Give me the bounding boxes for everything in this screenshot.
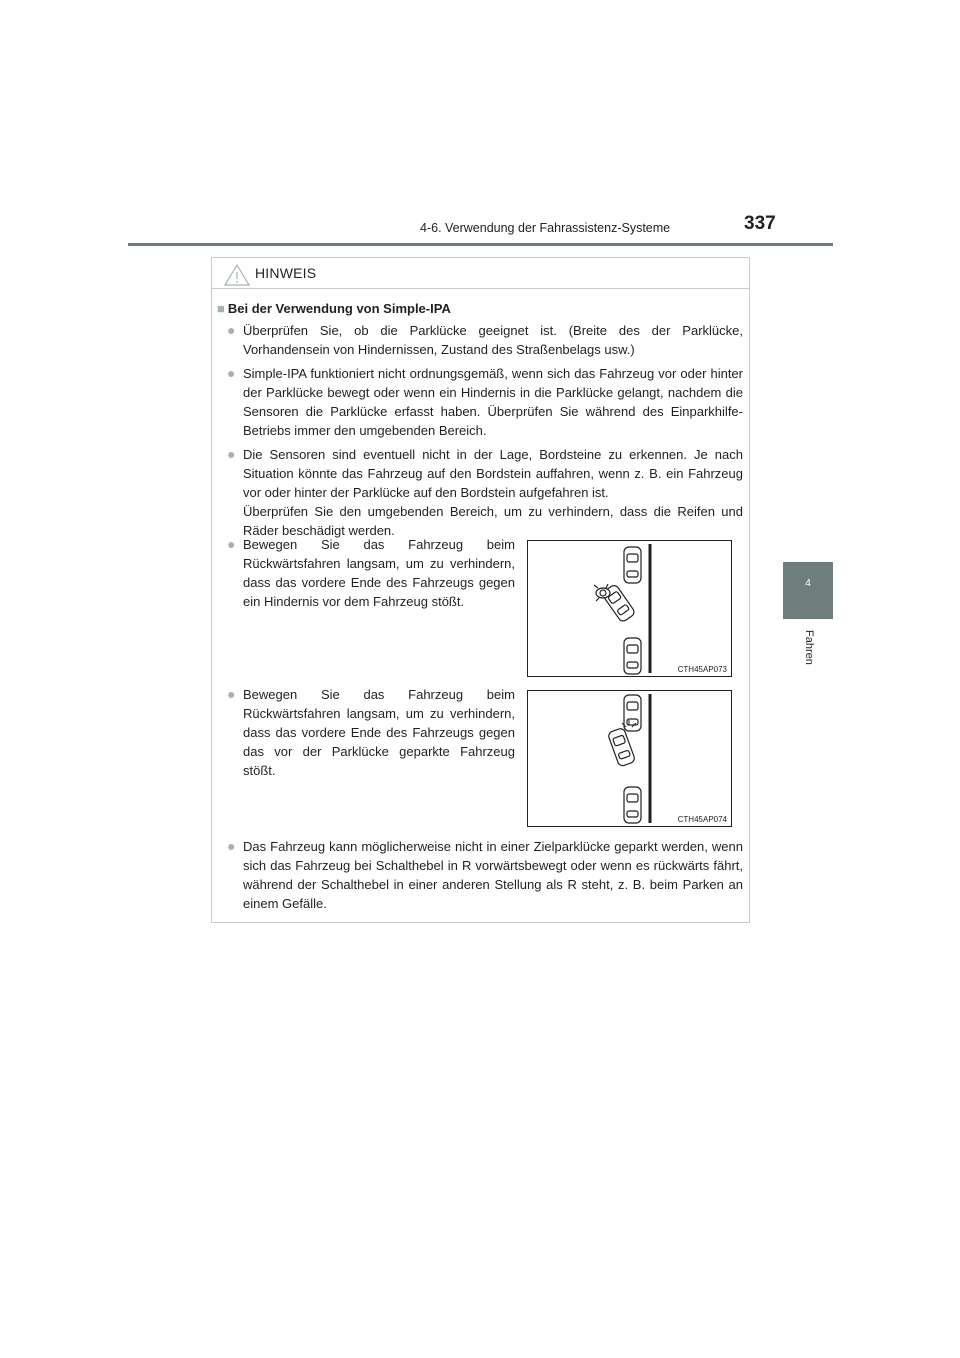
parked-car-front — [624, 547, 641, 583]
page-number: 337 — [744, 213, 776, 234]
bullet-icon: ● — [227, 686, 236, 702]
chapter-tab-label — [784, 628, 834, 678]
bullet-icon: ● — [227, 838, 236, 854]
figure-code: CTH45AP074 — [677, 815, 727, 824]
list-item-text-continued: Überprüfen Sie den umgebenden Bereich, um zu verhindern, dass die Reifen und Räder beschädigt werden. — [243, 504, 743, 538]
parked-car-front — [624, 695, 641, 731]
list-item-text: Simple-IPA funktioniert nicht ordnungsgemäß, wenn sich das Fahrzeug vor oder hinter der Parklücke bewegt oder wenn ein Hindernis in die Parklücke gelangt, nachdem die Sensoren die Parklücke erfasst haben. Überprüfen Sie während des Einparkhilfe-Betriebs immer den umgebenden Bereich. — [243, 366, 743, 438]
parking-diagram-parked-car — [528, 691, 731, 826]
list-item — [227, 321, 743, 359]
parking-diagram-obstacle — [528, 541, 731, 676]
bullet-icon: ● — [227, 322, 236, 338]
list-item-text: Überprüfen Sie, ob die Parklücke geeignet ist. (Breite des der Parklücke, Vorhandensein von Hindernissen, Zustand des Straßenbelags usw.) — [243, 323, 743, 357]
section-heading-text: Bei der Verwendung von Simple-IPA — [227, 301, 451, 316]
parked-car-rear — [624, 638, 641, 674]
bullet-icon: ● — [227, 365, 236, 381]
list-item — [227, 364, 743, 440]
bullet-icon: ● — [227, 536, 236, 552]
chapter-tab-number: 4 — [805, 578, 811, 589]
figure-code: CTH45AP073 — [677, 665, 727, 674]
section-heading — [217, 301, 451, 316]
list-item-text: Das Fahrzeug kann möglicherweise nicht in einer Zielparklücke geparkt werden, wenn sich das Fahrzeug bei Schalthebel in R vorwärtsbewegt oder wenn es rückwärts fährt, während der Schalthebel in einer anderen Stellung als R steht, z. B. beim Parken an einem Gefälle. — [243, 839, 743, 911]
list-item — [227, 837, 743, 913]
list-item — [227, 445, 743, 540]
reversing-car — [607, 727, 635, 767]
parked-car-rear — [624, 787, 641, 823]
bullet-icon: ● — [227, 446, 236, 462]
parking-illustration — [527, 540, 732, 677]
list-item — [227, 535, 515, 611]
list-item-text: Bewegen Sie das Fahrzeug beim Rückwärtsfahren langsam, um zu verhindern, dass das vordere Ende des Fahrzeugs gegen das vor der Parklücke geparkte Fahrzeug stößt. — [243, 687, 515, 778]
list-item-text: Die Sensoren sind eventuell nicht in der Lage, Bordsteine zu erkennen. Je nach Situation könnte das Fahrzeug auf den Bordstein auffahren, wenn z. B. ein Fahrzeug vor oder hinter der Parklücke auf den Bordstein aufgefahren ist. — [243, 447, 743, 500]
chapter-tab — [783, 562, 833, 619]
notice-title: HINWEIS — [255, 265, 317, 281]
header-rule — [128, 243, 833, 246]
square-bullet-icon: ■ — [217, 301, 225, 316]
list-item-text: Bewegen Sie das Fahrzeug beim Rückwärtsfahren langsam, um zu verhindern, dass das vordere Ende des Fahrzeugs gegen ein Hindernis vor dem Fahrzeug stößt. — [243, 537, 515, 609]
warning-triangle-icon — [224, 264, 250, 286]
list-item — [227, 685, 515, 780]
notice-box — [211, 257, 750, 923]
chapter-tab-label-text: Fahren — [803, 630, 815, 665]
notice-header — [212, 258, 749, 289]
chapter-title: 4-6. Verwendung der Fahrassistenz-Systeme — [420, 221, 671, 235]
parking-illustration — [527, 690, 732, 827]
